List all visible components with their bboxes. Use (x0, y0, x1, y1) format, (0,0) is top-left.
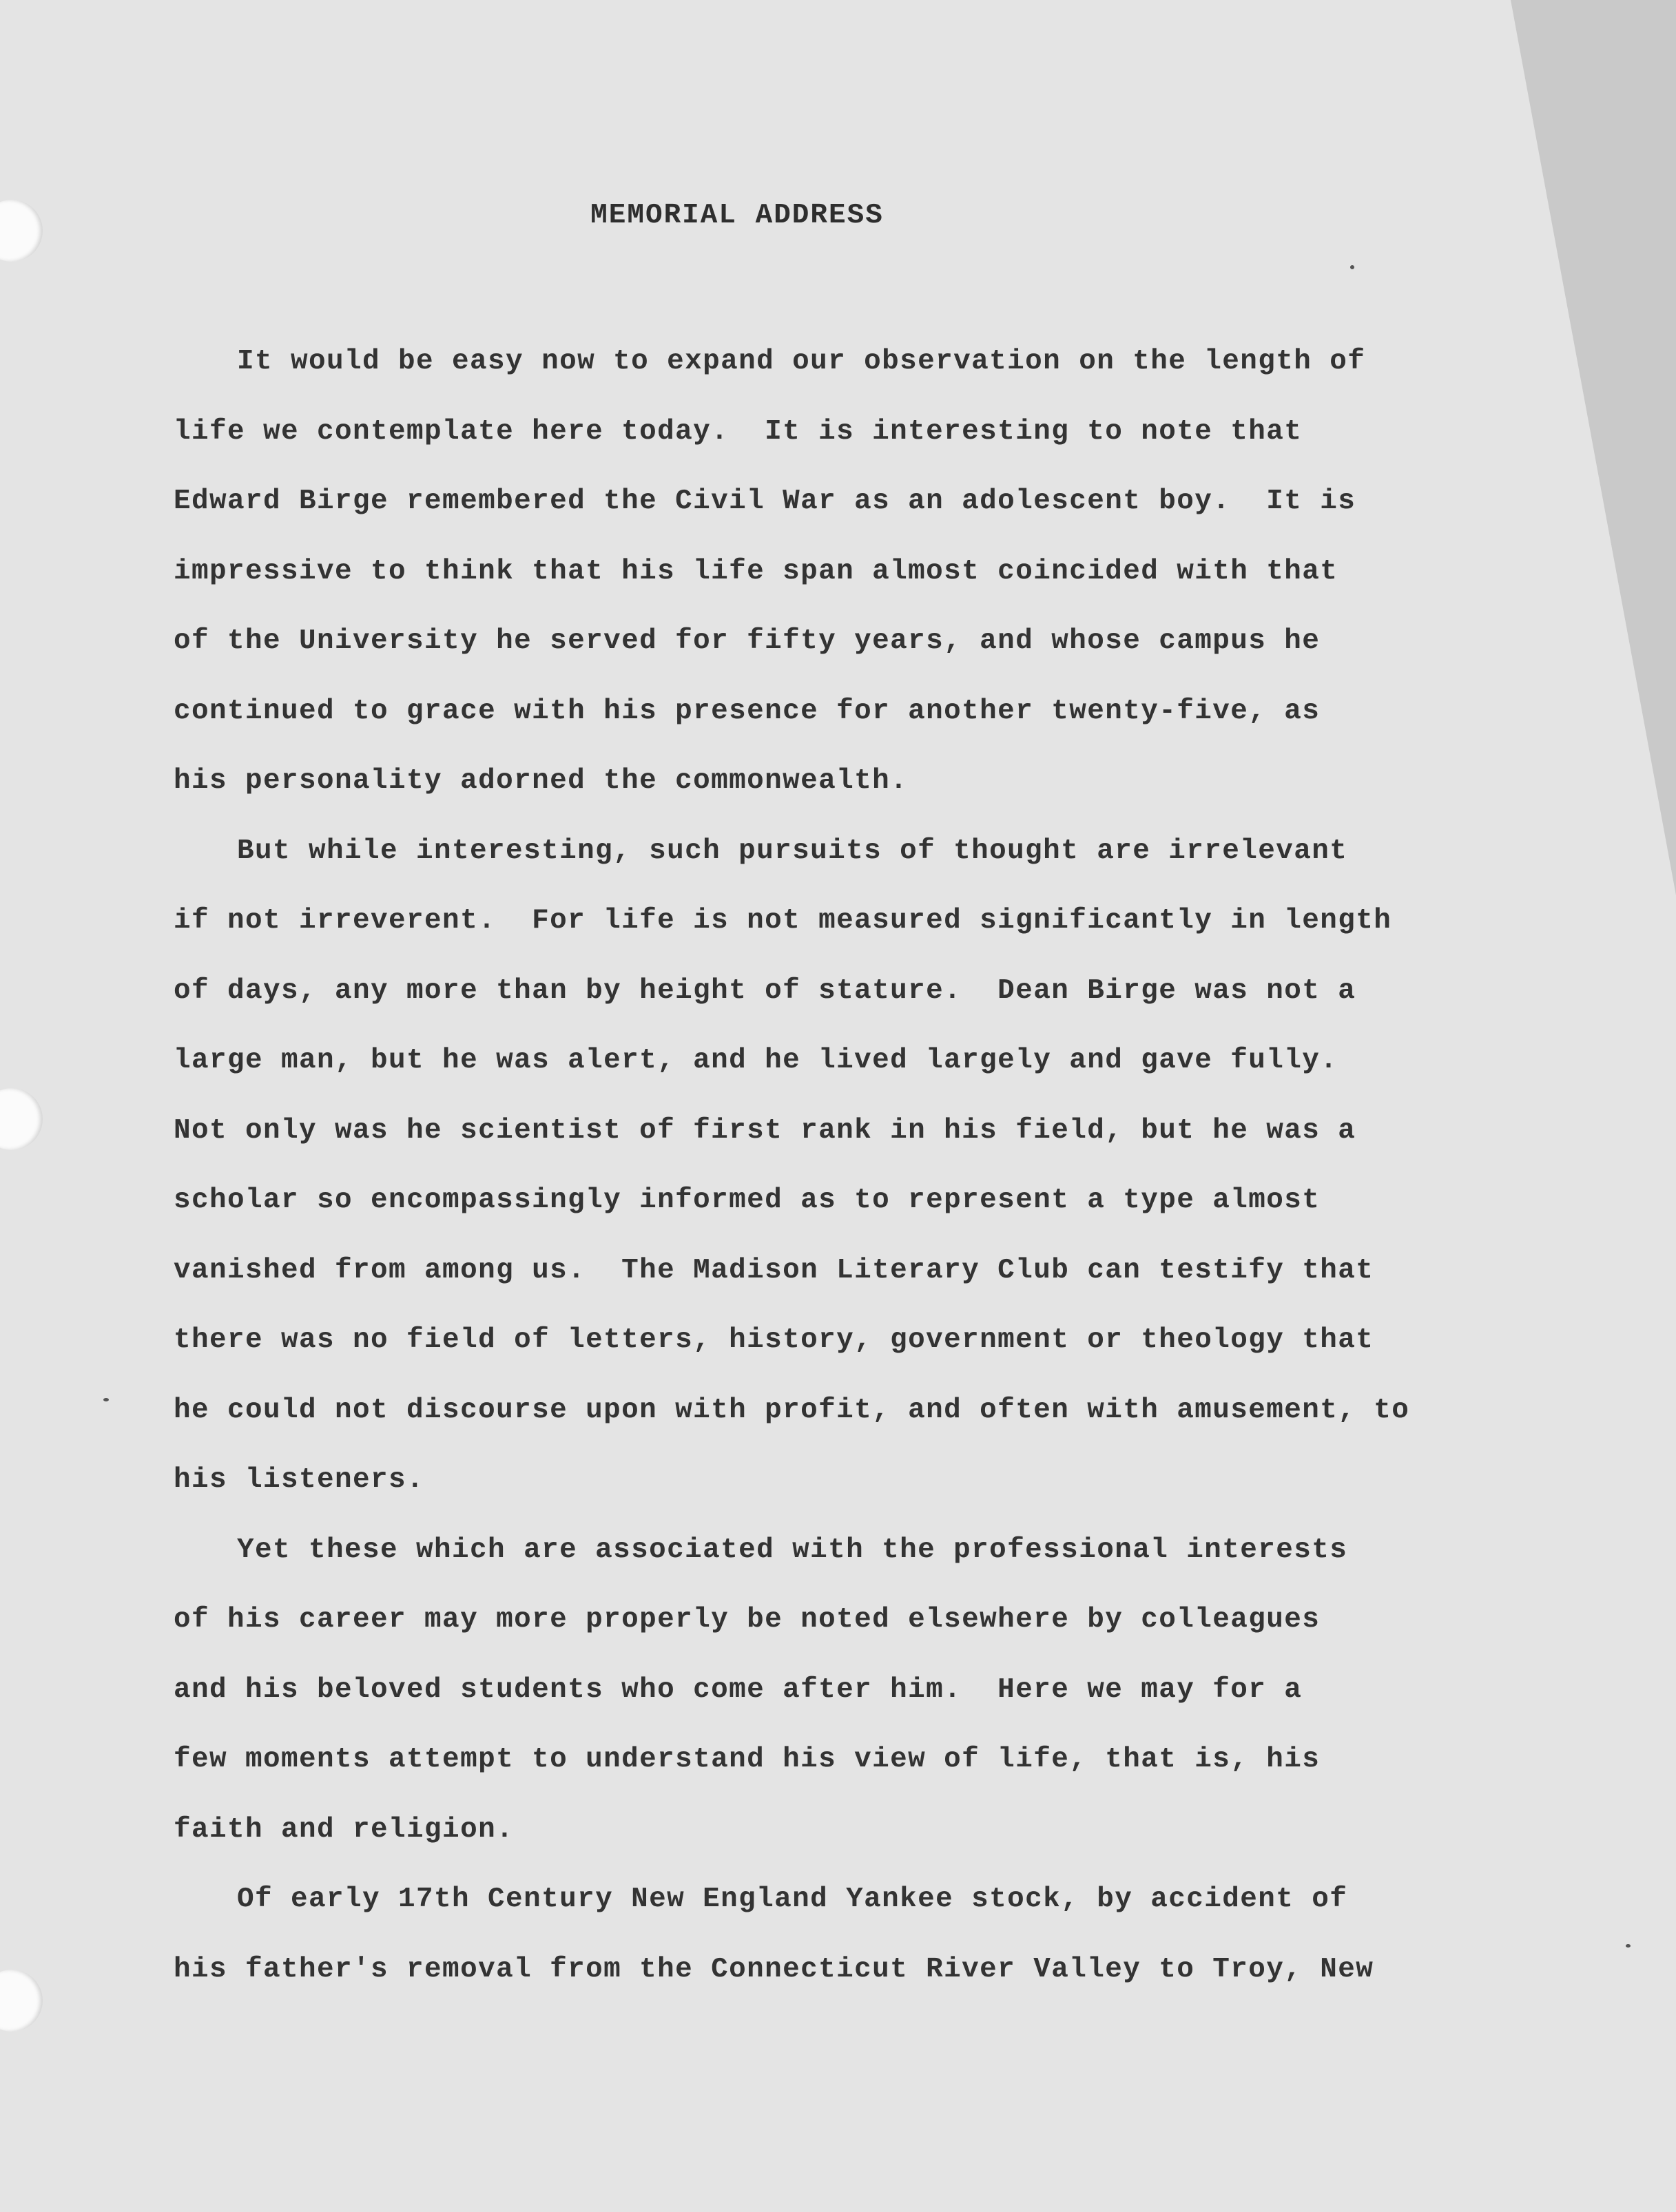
text-line: and his beloved students who come after him. Here we may for a (174, 1673, 1303, 1706)
text-line: impressive to think that his life span almost coincided with that (174, 555, 1338, 587)
ink-speck (1350, 265, 1354, 269)
text-line: his father's removal from the Connecticut River Valley to Troy, New (174, 1953, 1374, 1985)
text-line: It would be easy now to expand our observation on the length of (237, 346, 1366, 377)
punch-hole (0, 1088, 43, 1150)
text-line: of the University he served for fifty years, and whose campus he (174, 625, 1321, 657)
text-line: Of early 17th Century New England Yankee stock, by accident of (237, 1884, 1348, 1915)
text-line: life we contemplate here today. It is interesting to note that (174, 415, 1303, 448)
text-line: few moments attempt to understand his view of life, that is, his (174, 1744, 1321, 1775)
document-title: MEMORIAL ADDRESS (590, 200, 884, 231)
text-line: continued to grace with his presence for another twenty-five, as (174, 695, 1321, 727)
paragraph (174, 1865, 1606, 2005)
text-line: of his career may more properly be noted elsewhere by colleagues (174, 1604, 1321, 1636)
paragraph (174, 327, 1606, 817)
text-line: faith and religion. (174, 1813, 515, 1846)
ink-speck (1626, 1944, 1631, 1948)
text-line: his listeners. (174, 1464, 425, 1496)
text-line: his personality adorned the commonwealth. (174, 765, 909, 797)
text-line: if not irreverent. For life is not measured significantly in length (174, 905, 1392, 937)
text-line: Edward Birge remembered the Civil War as an adolescent boy. It is (174, 486, 1356, 517)
text-line: But while interesting, such pursuits of thought are irrelevant (237, 835, 1348, 867)
text-line: Not only was he scientist of first rank in his field, but he was a (174, 1114, 1356, 1147)
text-line: there was no field of letters, history, government or theology that (174, 1324, 1374, 1356)
document-body (174, 327, 1606, 2005)
text-line: Yet these which are associated with the professional interests (237, 1534, 1348, 1566)
text-line: of days, any more than by height of stature. Dean Birge was not a (174, 974, 1356, 1007)
text-line: vanished from among us. The Madison Literary Club can testify that (174, 1254, 1374, 1286)
text-line: large man, but he was alert, and he lived largely and gave fully. (174, 1045, 1338, 1076)
punch-hole (0, 1970, 43, 2032)
paragraph (174, 1516, 1606, 1866)
paragraph (174, 817, 1606, 1516)
text-line: he could not discourse upon with profit, and often with amusement, to (174, 1394, 1410, 1426)
ink-speck (103, 1398, 109, 1401)
text-line: scholar so encompassingly informed as to represent a type almost (174, 1185, 1321, 1216)
